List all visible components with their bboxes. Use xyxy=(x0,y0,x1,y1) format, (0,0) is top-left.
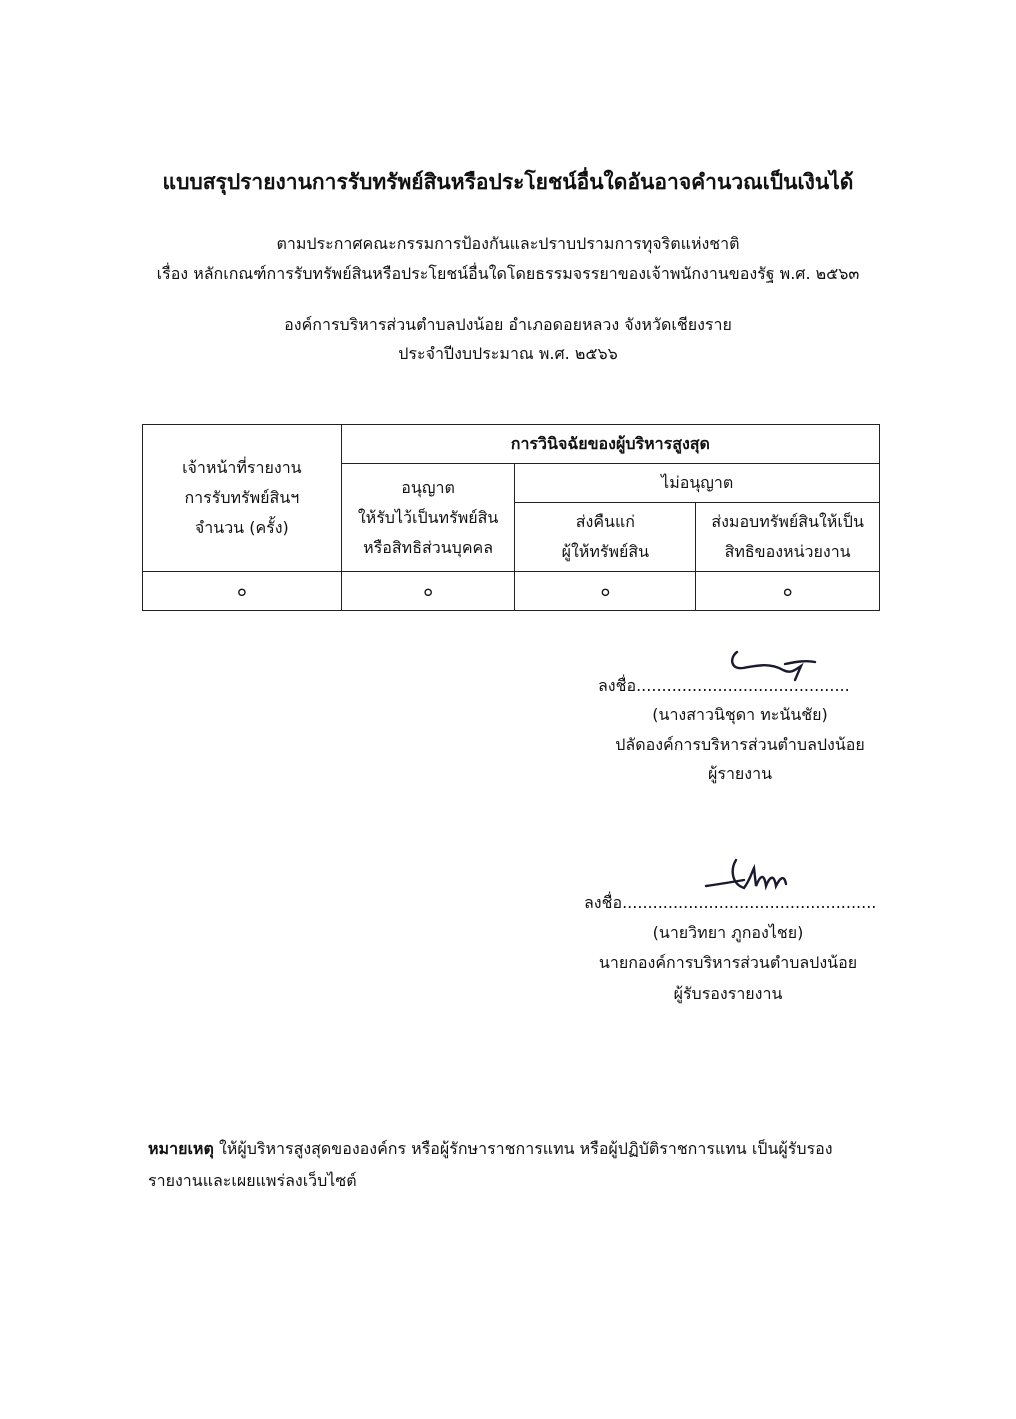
reporter-count-value: ๐ xyxy=(143,572,342,611)
transfer-line-2: สิทธิของหน่วยงาน xyxy=(724,542,851,561)
table-row xyxy=(143,572,880,611)
signature-1-position: ปลัดองค์การบริหารส่วนตำบลปงน้อย xyxy=(615,735,865,754)
signature-2-position: นายกองค์การบริหารส่วนตำบลปงน้อย xyxy=(598,953,858,972)
fiscal-year-line: ประจำปีงบประมาณ พ.ศ. ๒๕๖๖ xyxy=(398,344,618,363)
note-text-1: ให้ผู้บริหารสูงสุดขององค์กร หรือผู้รักษาราชการแทน หรือผู้ปฏิบัติราชการแทน เป็นผู้รับรอง xyxy=(218,1139,833,1158)
approve-value: ๐ xyxy=(341,572,515,611)
note-label: หมายเหตุ xyxy=(148,1139,214,1158)
transfer-value: ๐ xyxy=(696,572,880,611)
transfer-to-agency-header xyxy=(696,503,880,572)
note-text-2: รายงานและเผยแพร่ลงเว็บไซต์ xyxy=(148,1171,357,1190)
signature-2-line: ลงชื่อ.................................................. xyxy=(584,893,877,912)
transfer-line-1: ส่งมอบทรัพย์สินให้เป็น xyxy=(711,512,864,531)
summary-table xyxy=(142,424,880,611)
note-line-1 xyxy=(148,1133,908,1165)
note xyxy=(148,1133,908,1197)
signature-2-name: (นายวิทยา ภูกองไชย) xyxy=(652,923,804,942)
signature-1-mark xyxy=(725,640,820,690)
return-line-1: ส่งคืนแก่ xyxy=(575,512,635,531)
signature-1-line: ลงชื่อ.......................................... xyxy=(598,676,850,695)
signature-2-role: ผู้รับรองรายงาน xyxy=(673,984,783,1003)
approve-sub-line-2: หรือสิทธิส่วนบุคคล xyxy=(363,537,494,557)
subject-line: เรื่อง หลักเกณฑ์การรับทรัพย์สินหรือประโยชน์อื่นใดโดยธรรมจรรยาของเจ้าพนักงานของรัฐ พ.ศ. ๒๕๖๓ xyxy=(156,264,860,283)
deny-header: ไม่อนุญาต xyxy=(515,464,880,503)
approve-header xyxy=(341,464,515,572)
reporter-header-line-2: การรับทรัพย์สินฯ xyxy=(184,488,300,507)
signature-2-label: ลงชื่อ xyxy=(584,893,623,912)
reporter-header-line-3: จำนวน (ครั้ง) xyxy=(194,518,289,537)
return-value: ๐ xyxy=(515,572,696,611)
organization-line: องค์การบริหารส่วนตำบลปงน้อย อำเภอดอยหลวง จังหวัดเชียงราย xyxy=(284,315,732,334)
approve-label: อนุญาต xyxy=(401,477,455,497)
signature-2-mark xyxy=(700,850,795,900)
reporter-header-line-1: เจ้าหน้าที่รายงาน xyxy=(182,458,302,477)
return-to-giver-header xyxy=(515,503,696,572)
return-line-2: ผู้ให้ทรัพย์สิน xyxy=(561,542,650,561)
signature-1-name: (นางสาวนิชุดา ทะนันชัย) xyxy=(652,705,828,724)
reporter-count-header xyxy=(143,425,342,572)
document-title: แบบสรุปรายงานการรับทรัพย์สินหรือประโยชน์อื่นใดอันอาจคำนวณเป็นเงินได้ xyxy=(162,170,854,194)
approve-sub-line-1: ให้รับไว้เป็นทรัพย์สิน xyxy=(357,507,499,527)
decision-group-header: การวินิจฉัยของผู้บริหารสูงสุด xyxy=(341,425,879,464)
signature-1-role: ผู้รายงาน xyxy=(707,764,773,783)
announcement-line: ตามประกาศคณะกรรมการป้องกันและปราบปรามการทุจริตแห่งชาติ xyxy=(276,234,740,253)
signature-1-label: ลงชื่อ xyxy=(598,676,637,695)
